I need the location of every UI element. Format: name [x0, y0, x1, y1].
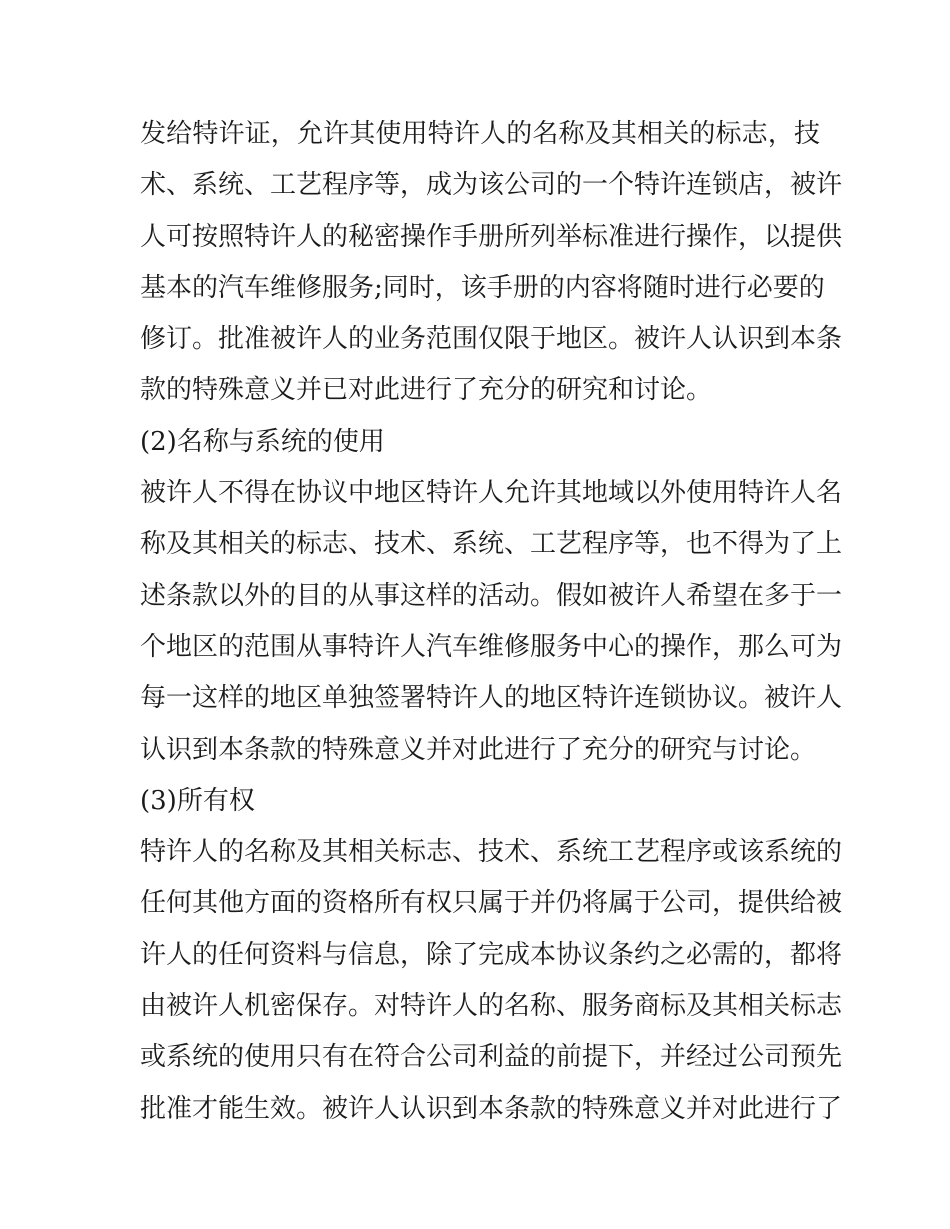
text-line-5: 修订。批准被许人的业务范围仅限于地区。被许人认识到本条 [140, 324, 843, 355]
text-line-3: 人可按照特许人的秘密操作手册所列举标准进行操作，以提供 [140, 221, 843, 252]
text-line-1: 发给特许证，允许其使用特许人的名称及其相关的标志，技 [140, 119, 820, 149]
text-line-13: 认识到本条款的特殊意义并对此进行了充分的研究与讨论。 [140, 734, 817, 765]
section-heading-name-and-system: (2)名称与系统的使用 [140, 426, 385, 457]
text-line-15: 特许人的名称及其相关标志、技术、系统工艺程序或该系统的 [140, 837, 843, 868]
text-line-18: 由被许人机密保存。对特许人的名称、服务商标及其相关标志 [140, 991, 843, 1022]
text-line-16: 任何其他方面的资格所有权只属于并仍将属于公司，提供给被 [140, 888, 843, 919]
text-line-2: 术、系统、工艺程序等，成为该公司的一个特许连锁店，被许 [140, 170, 843, 201]
text-line-17: 许人的任何资料与信息，除了完成本协议条约之必需的，都将 [140, 939, 843, 970]
text-line-6: 款的特殊意义并已对此进行了充分的研究和讨论。 [140, 375, 713, 406]
text-line-8: 被许人不得在协议中地区特许人允许其地域以外使用特许人名 [140, 478, 843, 509]
document-page [140, 109, 843, 1135]
text-line-9: 称及其相关的标志、技术、系统、工艺程序等，也不得为了上 [140, 529, 843, 560]
text-line-12: 每一这样的地区单独签署特许人的地区特许连锁协议。被许人 [140, 683, 843, 714]
text-line-20: 批准才能生效。被许人认识到本条款的特殊意义并对此进行了 [140, 1093, 843, 1124]
text-line-19: 或系统的使用只有在符合公司利益的前提下，并经过公司预先 [140, 1042, 843, 1073]
section-heading-ownership: (3)所有权 [140, 785, 255, 816]
text-line-4: 基本的汽车维修服务;同时，该手册的内容将随时进行必要的 [140, 272, 825, 303]
text-line-10: 述条款以外的目的从事这样的活动。假如被许人希望在多于一 [140, 580, 843, 611]
text-line-11: 个地区的范围从事特许人汽车维修服务中心的操作，那么可为 [140, 631, 843, 662]
